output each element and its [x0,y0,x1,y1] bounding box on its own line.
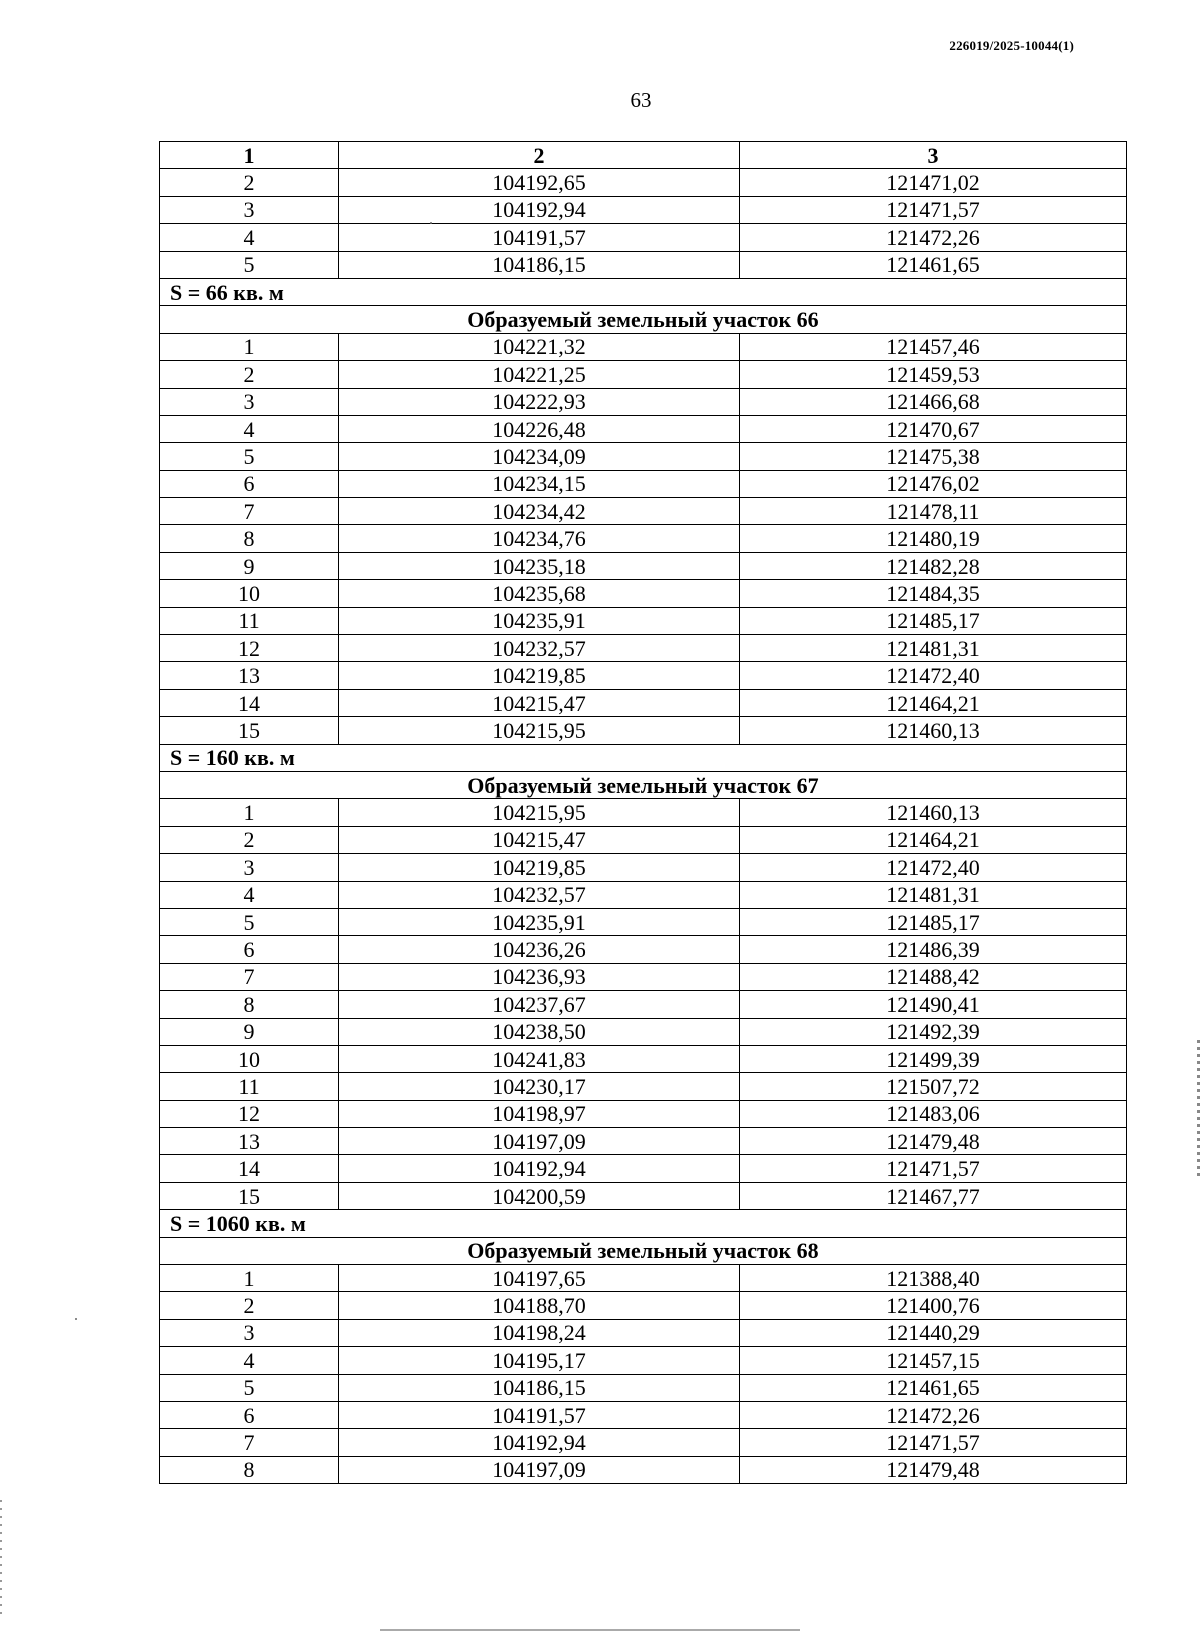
table-row [160,224,1127,251]
point-number-cell: 8 [160,991,339,1018]
x-coordinate-cell: 104195,17 [339,1347,740,1374]
x-coordinate-cell: 104235,91 [339,607,740,634]
point-number-cell: 5 [160,443,339,470]
y-coordinate-cell: 121479,48 [740,1128,1127,1155]
y-coordinate-cell: 121467,77 [740,1182,1127,1209]
x-coordinate-cell: 104234,76 [339,525,740,552]
point-number-cell: 2 [160,169,339,196]
point-number-cell: 1 [160,799,339,826]
x-coordinate-cell: 104186,15 [339,251,740,278]
table-row [160,881,1127,908]
point-number-cell: 15 [160,1182,339,1209]
table-row [160,936,1127,963]
point-number-cell: 9 [160,552,339,579]
coordinates-table [159,141,1127,1484]
table-row [160,498,1127,525]
page-number: 63 [630,88,652,112]
parcel-area-label: S = 160 кв. м [160,744,1127,771]
point-number-cell: 9 [160,1018,339,1045]
y-coordinate-cell: 121507,72 [740,1073,1127,1100]
y-coordinate-cell: 121400,76 [740,1292,1127,1319]
point-number-cell: 1 [160,1265,339,1292]
point-number-cell: 3 [160,1319,339,1346]
point-number-cell: 5 [160,251,339,278]
table-row [160,251,1127,278]
point-number-cell: 2 [160,826,339,853]
column-header-x: 2 [339,142,740,169]
table-row [160,388,1127,415]
y-coordinate-cell: 121485,17 [740,607,1127,634]
point-number-cell: 3 [160,854,339,881]
point-number-cell: 11 [160,1073,339,1100]
document-registration-number: 226019/2025-10044(1) [949,38,1074,53]
x-coordinate-cell: 104235,18 [339,552,740,579]
table-row [160,991,1127,1018]
y-coordinate-cell: 121466,68 [740,388,1127,415]
table-row [160,826,1127,853]
table-header-row [160,142,1127,169]
table-row [160,908,1127,935]
point-number-cell: 4 [160,224,339,251]
parcel-title: Образуемый земельный участок 68 [160,1237,1127,1264]
point-number-cell: 2 [160,361,339,388]
point-number-cell: 14 [160,1155,339,1182]
table-row [160,854,1127,881]
table-row [160,1401,1127,1428]
area-row [160,278,1127,305]
table-row [160,689,1127,716]
y-coordinate-cell: 121488,42 [740,963,1127,990]
point-number-cell: 15 [160,717,339,744]
x-coordinate-cell: 104191,57 [339,224,740,251]
y-coordinate-cell: 121481,31 [740,635,1127,662]
x-coordinate-cell: 104222,93 [339,388,740,415]
x-coordinate-cell: 104236,26 [339,936,740,963]
point-number-cell: 5 [160,908,339,935]
table-row [160,1429,1127,1456]
point-number-cell: 5 [160,1374,339,1401]
area-row [160,744,1127,771]
y-coordinate-cell: 121460,13 [740,799,1127,826]
y-coordinate-cell: 121478,11 [740,498,1127,525]
point-number-cell: 12 [160,1100,339,1127]
x-coordinate-cell: 104219,85 [339,854,740,881]
table-row [160,1347,1127,1374]
x-coordinate-cell: 104221,25 [339,361,740,388]
y-coordinate-cell: 121485,17 [740,908,1127,935]
point-number-cell: 11 [160,607,339,634]
table-row [160,333,1127,360]
table-row [160,1128,1127,1155]
y-coordinate-cell: 121482,28 [740,552,1127,579]
table-row [160,1456,1127,1483]
scan-edge-mark [0,1500,2,1620]
table-row [160,717,1127,744]
x-coordinate-cell: 104234,09 [339,443,740,470]
parcel-title-row [160,771,1127,798]
table-row [160,1045,1127,1072]
y-coordinate-cell: 121490,41 [740,991,1127,1018]
table-row [160,1155,1127,1182]
x-coordinate-cell: 104232,57 [339,635,740,662]
point-number-cell: 7 [160,963,339,990]
y-coordinate-cell: 121471,02 [740,169,1127,196]
x-coordinate-cell: 104236,93 [339,963,740,990]
table-row [160,415,1127,442]
y-coordinate-cell: 121486,39 [740,936,1127,963]
x-coordinate-cell: 104234,15 [339,470,740,497]
parcel-area-label: S = 1060 кв. м [160,1210,1127,1237]
table-row [160,580,1127,607]
point-number-cell: 2 [160,1292,339,1319]
x-coordinate-cell: 104237,67 [339,991,740,1018]
x-coordinate-cell: 104192,94 [339,196,740,223]
table-row [160,361,1127,388]
y-coordinate-cell: 121492,39 [740,1018,1127,1045]
parcel-title-row [160,306,1127,333]
scan-speck [430,222,432,224]
y-coordinate-cell: 121479,48 [740,1456,1127,1483]
x-coordinate-cell: 104200,59 [339,1182,740,1209]
point-number-cell: 3 [160,388,339,415]
x-coordinate-cell: 104235,91 [339,908,740,935]
y-coordinate-cell: 121457,46 [740,333,1127,360]
point-number-cell: 4 [160,415,339,442]
point-number-cell: 4 [160,1347,339,1374]
column-header-point: 1 [160,142,339,169]
point-number-cell: 1 [160,333,339,360]
parcel-area-label: S = 66 кв. м [160,278,1127,305]
y-coordinate-cell: 121461,65 [740,251,1127,278]
point-number-cell: 10 [160,1045,339,1072]
table-row [160,662,1127,689]
y-coordinate-cell: 121472,26 [740,1401,1127,1428]
table-row [160,1319,1127,1346]
x-coordinate-cell: 104234,42 [339,498,740,525]
point-number-cell: 12 [160,635,339,662]
x-coordinate-cell: 104219,85 [339,662,740,689]
x-coordinate-cell: 104226,48 [339,415,740,442]
table-row [160,963,1127,990]
y-coordinate-cell: 121440,29 [740,1319,1127,1346]
point-number-cell: 10 [160,580,339,607]
point-number-cell: 13 [160,662,339,689]
table-row [160,196,1127,223]
table-row [160,1018,1127,1045]
point-number-cell: 6 [160,936,339,963]
x-coordinate-cell: 104192,94 [339,1429,740,1456]
table-row [160,799,1127,826]
table-row [160,443,1127,470]
y-coordinate-cell: 121459,53 [740,361,1127,388]
point-number-cell: 13 [160,1128,339,1155]
x-coordinate-cell: 104241,83 [339,1045,740,1072]
y-coordinate-cell: 121484,35 [740,580,1127,607]
y-coordinate-cell: 121476,02 [740,470,1127,497]
y-coordinate-cell: 121481,31 [740,881,1127,908]
table-row [160,635,1127,662]
y-coordinate-cell: 121472,40 [740,854,1127,881]
y-coordinate-cell: 121464,21 [740,826,1127,853]
x-coordinate-cell: 104197,09 [339,1128,740,1155]
y-coordinate-cell: 121475,38 [740,443,1127,470]
y-coordinate-cell: 121471,57 [740,196,1127,223]
point-number-cell: 8 [160,525,339,552]
y-coordinate-cell: 121460,13 [740,717,1127,744]
area-row [160,1210,1127,1237]
column-header-y: 3 [740,142,1127,169]
x-coordinate-cell: 104230,17 [339,1073,740,1100]
x-coordinate-cell: 104232,57 [339,881,740,908]
x-coordinate-cell: 104238,50 [339,1018,740,1045]
y-coordinate-cell: 121483,06 [740,1100,1127,1127]
y-coordinate-cell: 121461,65 [740,1374,1127,1401]
x-coordinate-cell: 104235,68 [339,580,740,607]
table-row [160,607,1127,634]
y-coordinate-cell: 121472,40 [740,662,1127,689]
y-coordinate-cell: 121499,39 [740,1045,1127,1072]
x-coordinate-cell: 104215,47 [339,826,740,853]
point-number-cell: 6 [160,470,339,497]
x-coordinate-cell: 104215,47 [339,689,740,716]
parcel-title-row [160,1237,1127,1264]
table-row [160,1374,1127,1401]
y-coordinate-cell: 121457,15 [740,1347,1127,1374]
x-coordinate-cell: 104197,09 [339,1456,740,1483]
x-coordinate-cell: 104186,15 [339,1374,740,1401]
x-coordinate-cell: 104188,70 [339,1292,740,1319]
table-body [160,169,1127,1484]
table-row [160,525,1127,552]
parcel-title: Образуемый земельный участок 67 [160,771,1127,798]
point-number-cell: 8 [160,1456,339,1483]
x-coordinate-cell: 104198,24 [339,1319,740,1346]
table-row [160,1073,1127,1100]
point-number-cell: 7 [160,1429,339,1456]
table-row [160,1100,1127,1127]
y-coordinate-cell: 121388,40 [740,1265,1127,1292]
x-coordinate-cell: 104215,95 [339,717,740,744]
y-coordinate-cell: 121464,21 [740,689,1127,716]
x-coordinate-cell: 104192,65 [339,169,740,196]
point-number-cell: 7 [160,498,339,525]
y-coordinate-cell: 121470,67 [740,415,1127,442]
y-coordinate-cell: 121472,26 [740,224,1127,251]
point-number-cell: 4 [160,881,339,908]
y-coordinate-cell: 121471,57 [740,1155,1127,1182]
table-row [160,1265,1127,1292]
x-coordinate-cell: 104215,95 [339,799,740,826]
point-number-cell: 6 [160,1401,339,1428]
table-row [160,470,1127,497]
table-row [160,1292,1127,1319]
x-coordinate-cell: 104192,94 [339,1155,740,1182]
x-coordinate-cell: 104221,32 [339,333,740,360]
point-number-cell: 14 [160,689,339,716]
x-coordinate-cell: 104191,57 [339,1401,740,1428]
scan-speck [75,1318,77,1320]
table-row [160,1182,1127,1209]
parcel-title: Образуемый земельный участок 66 [160,306,1127,333]
x-coordinate-cell: 104198,97 [339,1100,740,1127]
x-coordinate-cell: 104197,65 [339,1265,740,1292]
point-number-cell: 3 [160,196,339,223]
table-row [160,552,1127,579]
table-row [160,169,1127,196]
y-coordinate-cell: 121480,19 [740,525,1127,552]
y-coordinate-cell: 121471,57 [740,1429,1127,1456]
